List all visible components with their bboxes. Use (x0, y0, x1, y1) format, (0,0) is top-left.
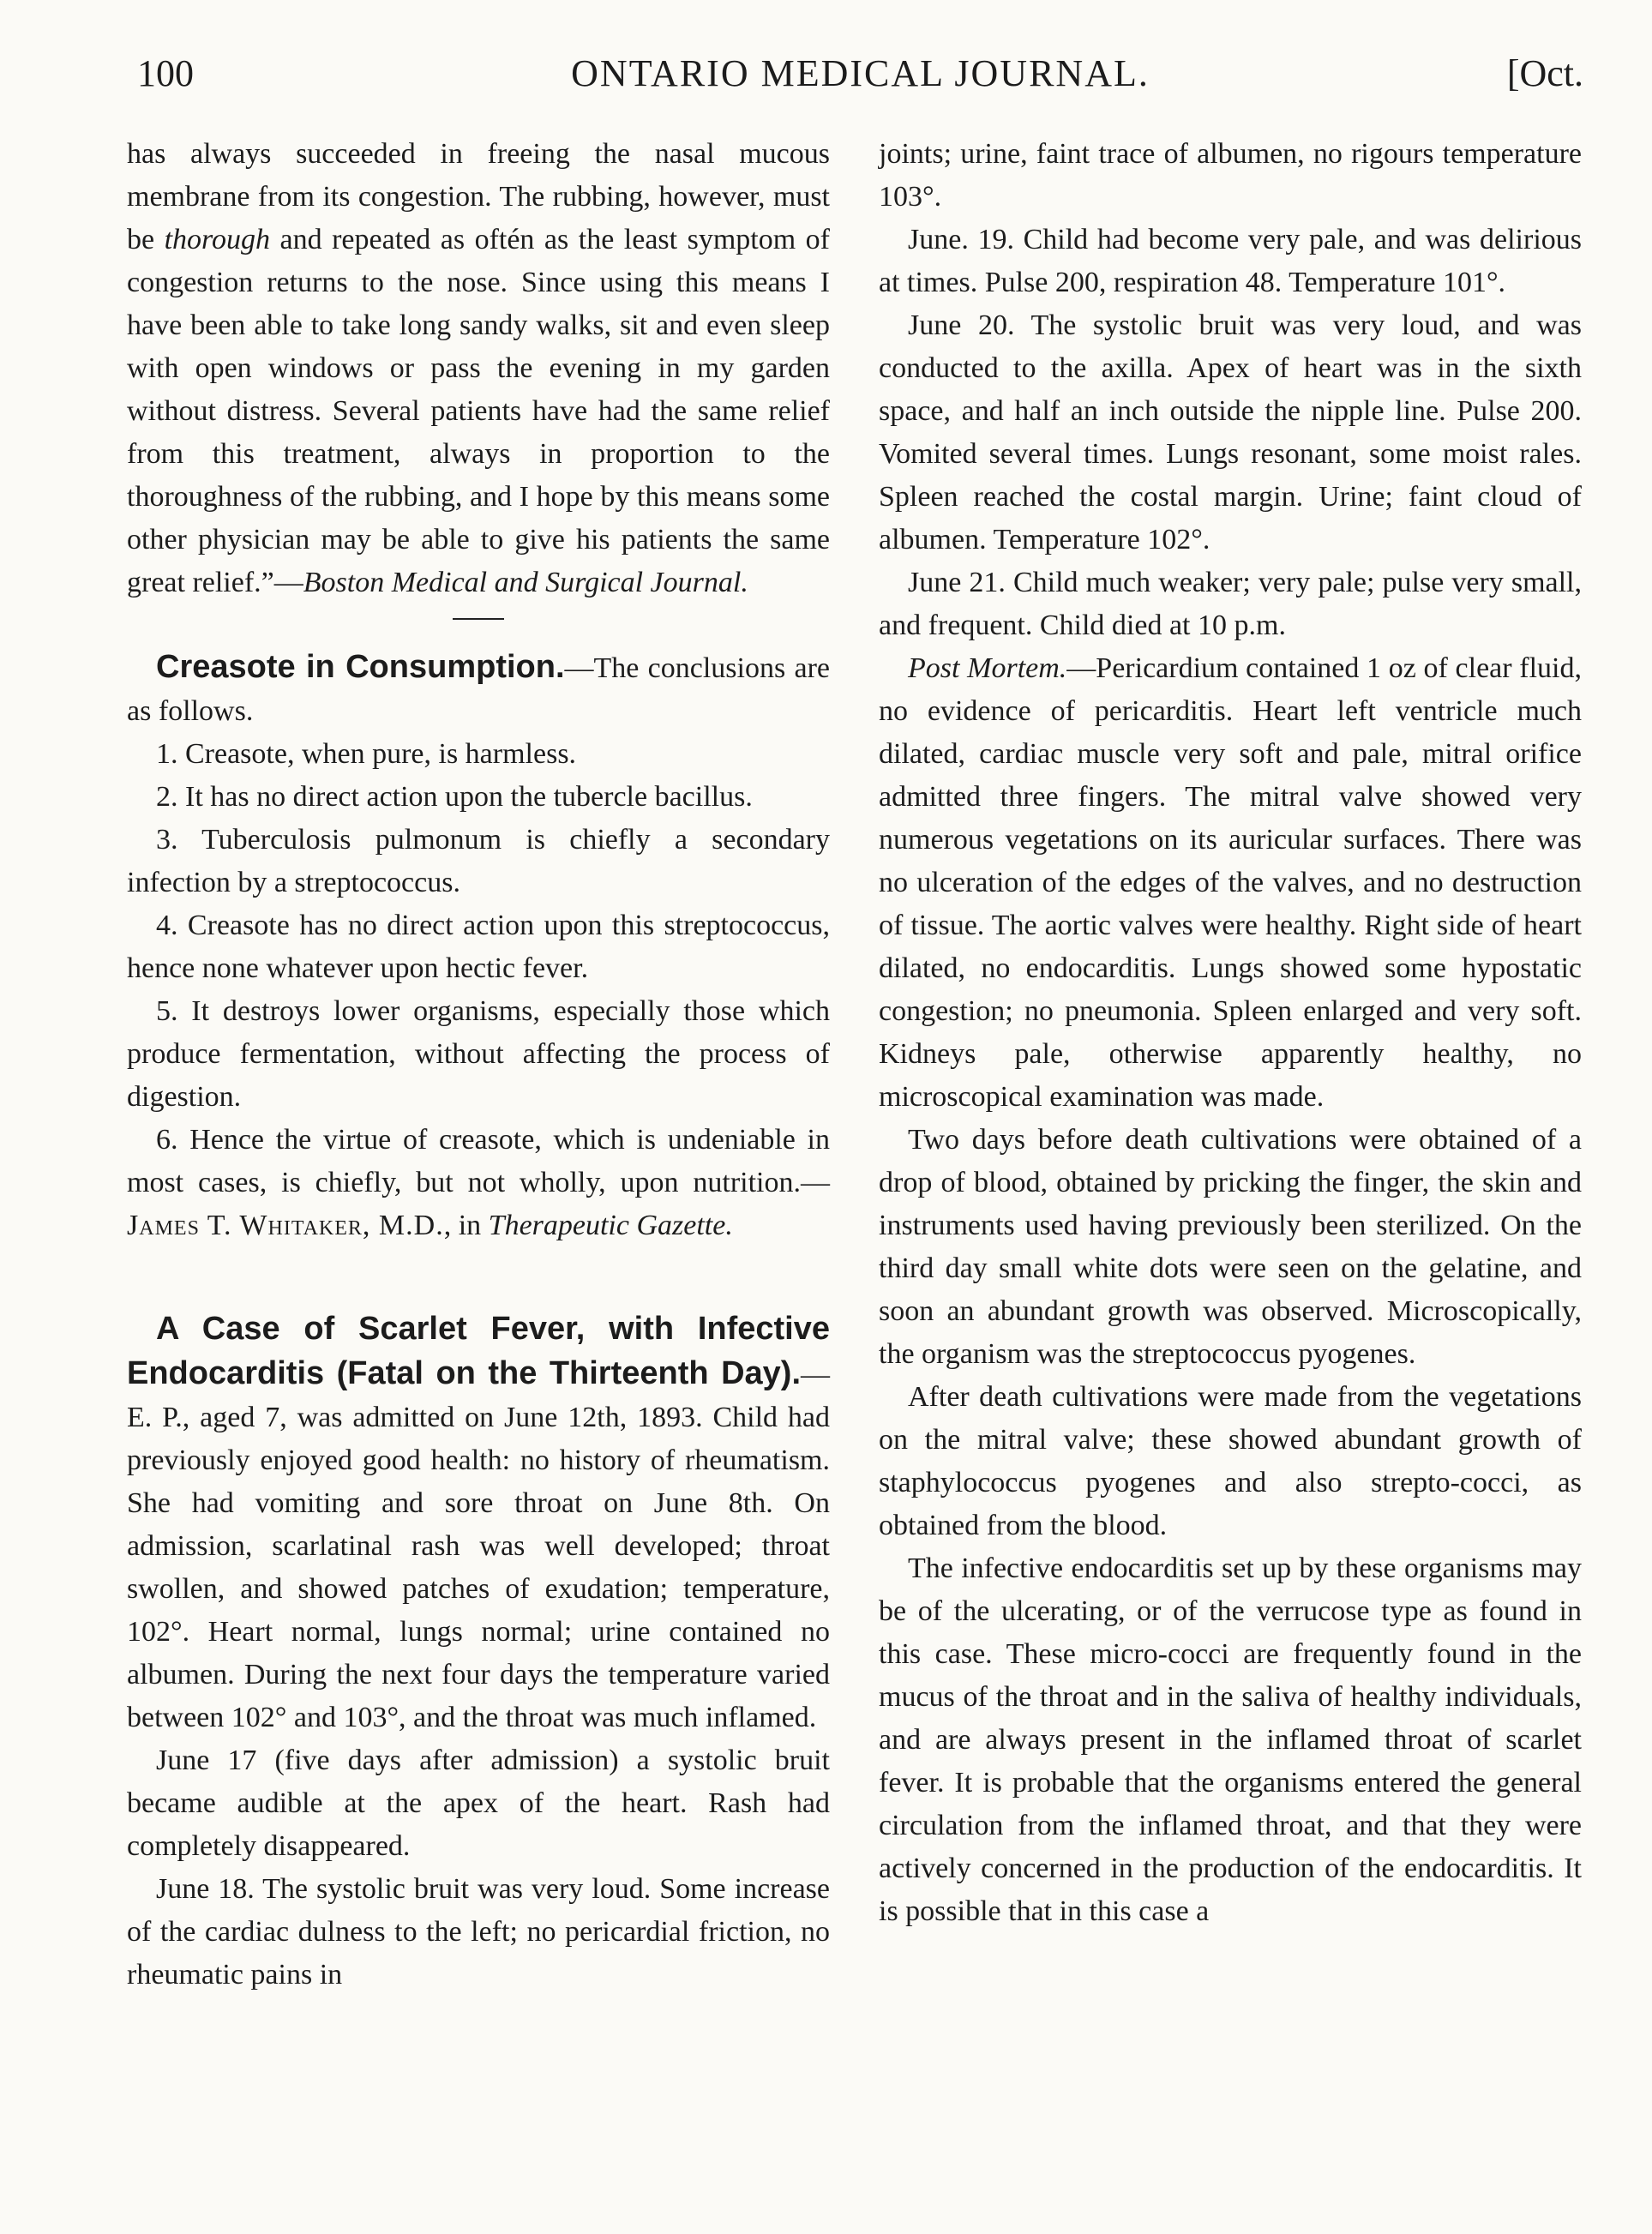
source-citation: Boston Medical and Surgical Journal. (303, 567, 748, 598)
body-paragraph: June 21. Child much weaker; very pale; pulse very small, and frequent. Child died at 10 p.m. (879, 567, 1582, 641)
section-heading: A Case of Scarlet Fever, with Infective Endocarditis (Fatal on the Thirteenth Day). (127, 1311, 830, 1391)
list-item: 5. It destroys lower organisms, especially those which produce fermentation, without affecting the process of digestion. (127, 995, 830, 1113)
section-heading: Creasote in Consumption. (156, 649, 565, 685)
journal-title: ONTARIO MEDICAL JOURNAL. (571, 52, 1150, 94)
source-citation: Therapeutic Gazette. (488, 1210, 733, 1241)
left-column (127, 133, 830, 1997)
scarlet-fever-paragraph: A Case of Scarlet Fever, with Infective Endocarditis (Fatal on the Thirteenth Day).—E. P., aged 7, was admitted on June 12th, 1893. Child had previously enjoyed good health: no history of rheumatism. She had vomiting and sore throat on June 8th. On admission, scarlatinal rash was well developed; throat swollen, and showed patches of exudation; temperature, 102°. Heart normal, lungs normal; urine contained no albumen. During the next four days the temperature varied between 102° and 103°, and the throat was much inflamed. (127, 1311, 830, 1733)
body-paragraph: Two days before death cultivations were obtained of a drop of blood, obtained by pricking the finger, the skin and instruments used having previously been sterilized. On the third day small white dots were seen on the gelatine, and soon an abundant growth was observed. Microscopically, the organism was the streptococcus pyogenes. (879, 1124, 1582, 1370)
creasote-heading-paragraph: Creasote in Consumption.—The conclusions are as follows. (127, 649, 831, 727)
list-item: 1. Creasote, when pure, is harmless. (156, 738, 577, 770)
right-column (879, 133, 1582, 1933)
page-header (137, 51, 1583, 111)
author-name: James T. Whitaker, M.D. (127, 1210, 444, 1241)
section-gap (127, 1247, 830, 1307)
intro-paragraph: has always succeeded in freeing the nasal mucous membrane from its congestion. The rubbing, however, must be thorough and repeated as oftén as the least symptom of congestion returns to the nose. Since using this means I have been able to take long sandy walks, sit and even sleep with open windows or pass the evening in my garden without distress. Several patients have had the same relief from this treatment, always in proportion to the thoroughness of the rubbing, and I hope by this means some other physician may be able to give his patients the same great relief.”—Boston Medical and Surgical Journal. (127, 138, 830, 598)
page-number: 100 (137, 52, 194, 94)
post-mortem-paragraph: Post Mortem.—Pericardium contained 1 oz of clear fluid, no evidence of pericarditis. Heart left ventricle much dilated, cardiac muscle very soft and pale, mitral orifice admitted three fingers. The mitral valve showed very numerous vegetations on its auricular surfaces. There was no ulceration of the edges of the valves, and no destruction of tissue. The aortic valves were healthy. Right side of heart dilated, no endocarditis. Lungs showed some hypostatic congestion; no pneumonia. Spleen enlarged and very soft. Kidneys pale, otherwise apparently healthy, no microscopical examination was made. (879, 652, 1583, 1113)
body-paragraph: June. 19. Child had become very pale, and was delirious at times. Pulse 200, respiration 48. Temperature 101°. (879, 224, 1582, 298)
emphasis: Post Mortem. (908, 652, 1067, 684)
list-item: 3. Tuberculosis pulmonum is chiefly a secondary infection by a streptococcus. (127, 824, 830, 898)
list-item: 4. Creasote has no direct action upon this streptococcus, hence none whatever upon hectic fever. (127, 910, 830, 984)
body-paragraph: June 18. The systolic bruit was very loud. Some increase of the cardiac dulness to the left; no pericardial friction, no rheumatic pains in (127, 1873, 830, 1991)
emphasis: thorough (164, 224, 271, 255)
body-paragraph: joints; urine, faint trace of albumen, no rigours temperature 103°. (879, 138, 1582, 213)
list-item-with-citation: 6. Hence the virtue of creasote, which is undeniable in most cases, is chiefly, but not wholly, upon nutrition.—James T. Whitaker, M.D., in Therapeutic Gazette. (127, 1124, 830, 1241)
body-paragraph: The infective endocarditis set up by these organisms may be of the ulcerating, or of the verrucose type as found in this case. These micro-cocci are frequently found in the mucus of the throat and in the saliva of healthy individuals, and are always present in the inflamed throat of scarlet fever. It is probable that the organisms entered the general circulation from the inflamed throat, and that they were actively concerned in the production of the endocarditis. It is possible that in this case a (879, 1552, 1582, 1927)
body-paragraph: June 20. The systolic bruit was very loud, and was conducted to the axilla. Apex of heart was in the sixth space, and half an inch outside the nipple line. Pulse 200. Vomited several times. Lungs resonant, some moist rales. Spleen reached the costal margin. Urine; faint cloud of albumen. Temperature 102°. (879, 309, 1582, 555)
list-item: 2. It has no direct action upon the tubercle bacillus. (156, 781, 753, 813)
section-divider (453, 618, 504, 620)
body-paragraph: After death cultivations were made from the vegetations on the mitral valve; these showed abundant growth of staphylococcus pyogenes and also strepto-cocci, as obtained from the blood. (879, 1381, 1582, 1541)
running-month: [Oct. (1506, 52, 1583, 94)
body-paragraph: June 17 (five days after admission) a systolic bruit became audible at the apex of the heart. Rash had completely disappeared. (127, 1745, 830, 1862)
